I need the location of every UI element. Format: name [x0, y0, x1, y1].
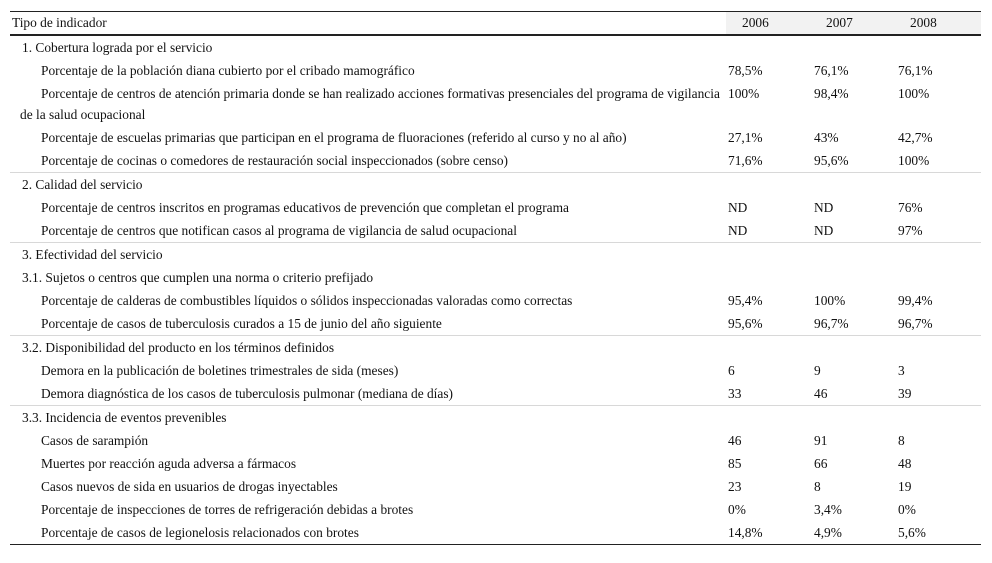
indicator-label: Demora diagnóstica de los casos de tuberculosis pulmonar (mediana de días) [10, 382, 726, 406]
section-heading-row [10, 406, 981, 430]
value-2007 [812, 336, 896, 360]
value-2007: 100% [814, 293, 846, 308]
section-heading-row [10, 35, 981, 59]
value-2008: 8 [898, 433, 905, 448]
value-2008: 76,1% [898, 63, 933, 78]
value-2008: 100% [898, 86, 930, 101]
indicator-label: Casos nuevos de sida en usuarios de drogas inyectables [41, 479, 338, 494]
value-2008 [896, 173, 981, 197]
value-2006: 71,6% [726, 149, 812, 173]
value-2007: 4,9% [812, 521, 896, 545]
indicator-label: Demora en la publicación de boletines trimestrales de sida (meses) [41, 363, 399, 378]
indicator-label: Muertes por reacción aguda adversa a fármacos [41, 456, 297, 471]
section-heading-row [10, 243, 981, 267]
table-row [10, 59, 981, 82]
value-2006: 33 [726, 382, 812, 406]
value-2006: 14,8% [726, 521, 812, 545]
table-row [10, 382, 981, 406]
table-row [10, 312, 981, 336]
indicator-label: Porcentaje de escuelas primarias que participan en el programa de fluoraciones (referido al curso y no al año) [41, 130, 627, 145]
table-row [10, 521, 981, 545]
indicator-label: Porcentaje de centros de atención primaria donde se han realizado acciones formativas presenciales del programa de vigilancia de la salud ocupacional [20, 86, 720, 122]
value-2007 [812, 35, 896, 59]
section-heading: 3.2. Disponibilidad del producto en los términos definidos [22, 340, 335, 355]
value-2007: 43% [814, 130, 839, 145]
indicator-label: Porcentaje de cocinas o comedores de restauración social inspeccionados (sobre censo) [10, 149, 726, 173]
value-2008: 48 [898, 456, 912, 471]
value-2007: 91 [814, 433, 828, 448]
section-heading: 1. Cobertura lograda por el servicio [22, 40, 213, 55]
value-2008: 3 [898, 363, 905, 378]
value-2006: 46 [728, 433, 742, 448]
value-2008: 19 [898, 479, 912, 494]
value-2008: 97% [896, 219, 981, 243]
value-2008 [896, 243, 981, 267]
value-2006: 23 [728, 479, 742, 494]
header-year-2008: 2008 [896, 12, 981, 36]
value-2008: 96,7% [896, 312, 981, 336]
indicator-label: Porcentaje de casos de legionelosis relacionados con brotes [10, 521, 726, 545]
value-2006 [726, 406, 812, 430]
indicator-label: Casos de sarampión [41, 433, 149, 448]
indicator-label: Porcentaje de centros que notifican casos al programa de vigilancia de salud ocupacional [10, 219, 726, 243]
indicator-label: Porcentaje de casos de tuberculosis curados a 15 de junio del año siguiente [10, 312, 726, 336]
value-2006: 95,4% [728, 293, 763, 308]
value-2008 [896, 406, 981, 430]
value-2007 [812, 266, 896, 289]
indicator-label: Porcentaje de inspecciones de torres de refrigeración debidas a brotes [41, 502, 414, 517]
value-2007: 96,7% [812, 312, 896, 336]
table-row [10, 498, 981, 521]
value-2008: 42,7% [898, 130, 933, 145]
table-row [10, 289, 981, 312]
value-2007: 3,4% [814, 502, 842, 517]
value-2008: 100% [896, 149, 981, 173]
value-2006: ND [726, 219, 812, 243]
value-2007: 76,1% [814, 63, 849, 78]
value-2006 [726, 173, 812, 197]
indicator-label: Porcentaje de calderas de combustibles líquidos o sólidos inspeccionadas valoradas como correctas [41, 293, 573, 308]
value-2007: ND [812, 219, 896, 243]
value-2008 [896, 336, 981, 360]
value-2006: ND [728, 200, 748, 215]
value-2006: 0% [728, 502, 746, 517]
table-row [10, 475, 981, 498]
table-row [10, 359, 981, 382]
table-row [10, 219, 981, 243]
value-2007 [812, 173, 896, 197]
section-heading: 3.3. Incidencia de eventos prevenibles [22, 410, 227, 425]
section-heading: 2. Calidad del servicio [22, 177, 143, 192]
value-2008: 76% [898, 200, 923, 215]
value-2007: ND [814, 200, 834, 215]
section-heading-row [10, 266, 981, 289]
table-row [10, 126, 981, 149]
value-2008 [896, 266, 981, 289]
section-heading: 3.1. Sujetos o centros que cumplen una norma o criterio prefijado [22, 270, 374, 285]
value-2007: 46 [812, 382, 896, 406]
value-2008: 99,4% [898, 293, 933, 308]
header-year-2006: 2006 [726, 12, 812, 36]
value-2006: 85 [728, 456, 742, 471]
indicators-table [10, 11, 981, 545]
table-body [10, 35, 981, 545]
value-2006: 78,5% [728, 63, 763, 78]
value-2007: 95,6% [812, 149, 896, 173]
table-row [10, 149, 981, 173]
value-2006: 95,6% [726, 312, 812, 336]
section-heading-row [10, 336, 981, 360]
section-heading: 3. Efectividad del servicio [22, 247, 163, 262]
value-2008: 5,6% [896, 521, 981, 545]
table-row [10, 196, 981, 219]
value-2007: 9 [814, 363, 821, 378]
value-2006 [726, 35, 812, 59]
header-indicator-type: Tipo de indicador [12, 15, 107, 30]
value-2007: 66 [814, 456, 828, 471]
value-2008 [896, 35, 981, 59]
table-row [10, 429, 981, 452]
value-2006 [726, 266, 812, 289]
indicator-label: Porcentaje de centros inscritos en programas educativos de prevención que completan el programa [41, 200, 569, 215]
table-header-row [10, 12, 981, 36]
indicator-label: Porcentaje de la población diana cubierto por el cribado mamográfico [41, 63, 415, 78]
table-row [10, 82, 981, 126]
value-2007: 98,4% [814, 86, 849, 101]
header-year-2007: 2007 [812, 12, 896, 36]
value-2006 [726, 243, 812, 267]
table-row [10, 452, 981, 475]
value-2008: 39 [896, 382, 981, 406]
value-2006: 100% [728, 86, 760, 101]
value-2008: 0% [898, 502, 916, 517]
value-2007: 8 [814, 479, 821, 494]
value-2007 [812, 243, 896, 267]
value-2006 [726, 336, 812, 360]
section-heading-row [10, 173, 981, 197]
value-2006: 27,1% [728, 130, 763, 145]
value-2007 [812, 406, 896, 430]
value-2006: 6 [728, 363, 735, 378]
